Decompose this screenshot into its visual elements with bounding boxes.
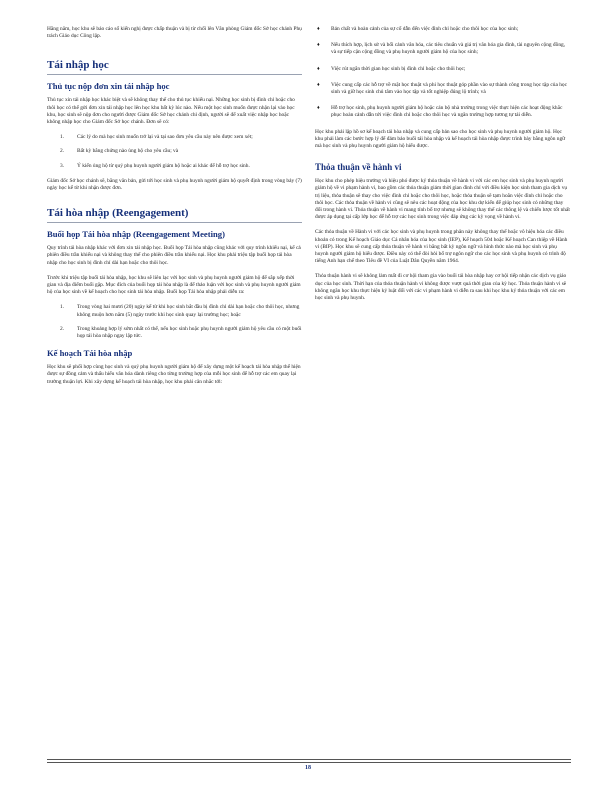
readmission-paragraph: Thủ tục xin tái nhập học khác biệt và sẽ không thay thế cho thủ tục khiếu nại. Những học sinh bị đình chỉ hoặc cho thôi học có thể gửi đơn xin tái nhập học lên học khu bất kỳ lúc nào. Nếu một học sinh muốn được nhận lại vào học khu, học sinh sẽ nộp đơn cho người được Giám đốc Sở học chánh chỉ định, người sẽ để xuất việc nhập học hoặc không nhập học cho Giám đốc Sở học chánh. Đơn sẽ có:: [47, 97, 295, 126]
page-number: 18: [305, 765, 311, 771]
list-item: [315, 66, 571, 73]
footer-divider: [47, 762, 571, 763]
right-column: [315, 26, 571, 310]
list-item: [47, 304, 302, 318]
bullet-icon: ♦: [317, 42, 320, 49]
list-item-text: Các lý do mà học sinh muốn trở lại và tại sao đơn yêu cầu này nên được xem xét;: [77, 134, 253, 141]
list-number: 2.: [60, 148, 65, 155]
list-item: [47, 134, 302, 141]
list-item: [315, 82, 571, 96]
list-item: [315, 26, 571, 33]
readmission-closing: Giám đốc Sở học chánh sẽ, bằng văn bản, gửi tới học sinh và phụ huynh người giám hộ quyết định trong vòng bảy (7) ngày học kể từ khi nhận được đơn.: [47, 177, 302, 192]
list-number: 1.: [60, 304, 65, 311]
list-item: [47, 148, 302, 155]
list-item-text: Nếu thích hợp, lịch sử và bối cảnh văn hóa, các tiêu chuẩn và giá trị văn hóa gia đình, tài nguyên cộng đồng, và sự tiếp cận cộng đồng và phụ huynh người giám hộ của học sinh;: [331, 42, 566, 56]
behavior-paragraph-1: Học khu cho phép hiệu trưởng và hiệu phó được ký thỏa thuận về hành vi với các em học sinh và phụ huynh người giám hộ về vi phạm hành vi, bao gồm các thỏa thuận giảm thời gian đình chỉ với điều kiện học sinh tham gia dịch vụ trị liệu, thỏa thuận sẽ thay cho việc đình chỉ hoặc cho thôi học, hoặc thỏa thuận sẽ tạm hoãn việc đình chỉ hoặc cho thôi học. Các thỏa thuận về hành vi cũng sẽ nêu các hoạt động của học khu dự kiến để giúp học sinh có những thay đổi trong hành vi. Thỏa thuận về hành vi mang tính bổ trợ nhưng sẽ không thay thế các thông lệ và chiến lược tốt nhất được áp dụng tại cấp lớp học để hỗ trợ các học sinh trong việc đáp ứng các kỳ vọng về hành vi.: [315, 178, 570, 221]
list-item: [315, 105, 571, 119]
subheading-reengagement-plan: Kế hoạch Tái hòa nhập: [47, 348, 133, 359]
intro-paragraph: Hằng năm, học khu sẽ báo cáo số kiến nghị được chấp thuận và bị từ chối lên Văn phòng Giám đốc Sở học chánh Phụ trách Giáo dục Công lập.: [47, 26, 302, 40]
plan-documentation-paragraph: Học khu phải lập hồ sơ kế hoạch tái hòa nhập và cung cấp bản sao cho học sinh và phụ huynh người giám hộ. Học khu phải làm các bước hợp lý để đảm bảo buổi tái hòa nhập và kế hoạch tái hòa nhập được trình bày bằng ngôn ngữ mà học sinh và phụ huynh người giám hộ hiểu được.: [315, 128, 566, 150]
bullet-icon: ♦: [317, 26, 320, 32]
meeting-timing-list: [47, 304, 302, 340]
section-heading-readmission: Tái nhập học: [47, 58, 302, 75]
behavior-paragraph-2: Các thỏa thuận về Hành vi với các học sinh và phụ huynh trong phân này không thay thế hoặc vô hiệu hóa các điều khoản có trong Kế hoạch Giáo dục Cá nhân hóa của học sinh (IEP), Kế hoạch 504 hoặc Kế hoạch Can thiệp về Hành vi (BIP). Học khu sẽ cung cấp thỏa thuận về hành vi bằng bất kỳ ngôn ngữ và hình thức nào mà học sinh và phụ huynh người giám hộ hiểu được. Điều này có thể đòi hỏi bổ trợ ngôn ngữ cho các học sinh và phụ huynh có trình độ tiếng Anh hạn chế theo Tiêu đề VI của Luật Dân Quyền năm 1964.: [315, 229, 568, 265]
left-column: [47, 26, 302, 394]
list-item-text: Việc rút ngắn thời gian học sinh bị đình chỉ hoặc cho thôi học;: [331, 65, 466, 72]
list-number: 1.: [60, 134, 65, 141]
section-heading-reengagement: Tái hòa nhập (Reengagement): [47, 206, 302, 223]
list-item-text: Bất kỳ bằng chứng nào ủng hộ cho yêu cầu; và: [77, 148, 179, 155]
plan-considerations-list: [315, 26, 571, 120]
list-item-text: Bản chất và hoàn cảnh của sự cố dẫn đến việc đình chỉ hoặc cho thôi học của học sinh;: [331, 26, 519, 32]
plan-paragraph: Học khu sẽ phối hợp cùng học sinh và quý phụ huynh người giám hộ để xây dựng một kế hoạch tái hòa nhập thể hiện được sự đồng cảm và thấu hiểu văn hóa dành riêng cho từng trường hợp của mỗi học sinh để hỗ trợ các em quay lại trường thuận lợi. Khi xây dựng kế hoạch tái hòa nhập, học khu phải cân nhắc tới:: [47, 364, 301, 385]
list-item-text: Ý kiến ủng hộ từ quý phụ huynh người giám hộ hoặc ai khác để hỗ trợ học sinh.: [77, 162, 250, 169]
subheading-readmission-application: Thủ tục nộp đơn xin tái nhập học: [47, 81, 170, 92]
list-item-text: Trong khoảng hợp lý sớm nhất có thể, nếu học sinh hoặc phụ huynh người giám hộ yêu cầu có một buổi họp tái hòa nhập ngay lập tức.: [77, 325, 302, 340]
subheading-behavior-agreements: Thỏa thuận về hành vi: [315, 162, 402, 173]
meeting-paragraph-1: Quy trình tái hòa nhập khác với đơn xin tái nhập học. Buổi họp Tái hòa nhập cũng khác với quy trình khiếu nại, kể cả phiên điều trần khiếu nại và không thay thế cho phiên điều trần khiếu nại. Học khu phải triệu tập buổi họp tái hòa nhập cho học sinh bị đình chỉ dài hạn hoặc cho thôi học.: [47, 245, 301, 266]
readmission-list: [47, 134, 302, 170]
list-item: [315, 42, 571, 56]
list-item-text: Hỗ trợ học sinh, phụ huynh người giám hộ hoặc cán bộ nhà trường trong việc thực hiện các hoạt động khắc phục hoàn cảnh dẫn tới việc đình chỉ hoặc cho thôi học và ngăn trường hợp tương tự tái diễn.: [331, 105, 563, 119]
list-item: [47, 163, 302, 170]
list-item-text: Việc cung cấp các hỗ trợ về mặt học thuật và phi học thuật góp phần vào sự thành công trong học tập của học sinh và giữ học sinh chủ tâm vào học tập và tốt nghiệp đúng lộ trình; và: [331, 81, 567, 96]
list-number: 2.: [60, 325, 65, 332]
bullet-icon: ♦: [317, 65, 320, 72]
bullet-icon: ♦: [317, 81, 320, 88]
footer-divider: [47, 759, 571, 760]
list-item: [47, 326, 302, 340]
list-number: 3.: [60, 162, 65, 169]
meeting-paragraph-2: Trước khi triệu tập buổi tái hòa nhập, học khu sẽ liên lạc với học sinh và phụ huynh người giám hộ để sắp xếp thời gian và địa điểm buổi gặp. Mục đích của buổi họp tái hòa nhập là để thảo luận với học sinh và phụ huynh người giám hộ của học sinh về kế hoạch cho học sinh tái hòa nhập. Buổi họp Tái hòa nhập phải diễn ra:: [47, 274, 301, 296]
bullet-icon: ♦: [317, 105, 320, 112]
subheading-reengagement-meeting: Buổi họp Tái hòa nhập (Reengagement Meeting): [47, 229, 225, 240]
list-item-text: Trong vòng hai mươi (20) ngày kể từ khi học sinh bắt đầu bị đình chỉ dài hạn hoặc cho thôi học, nhưng không muộn hơn năm (5) ngày trước khi học sinh quay lại trường học; hoặc: [77, 304, 300, 318]
behavior-paragraph-3: Thỏa thuận hành vi sẽ không làm mất đi cơ hội tham gia vào buổi tái hòa nhập hay cơ hội tiếp nhận các dịch vụ giáo dục của học sinh. Thời hạn của thỏa thuận hành vi không được vượt quá thời gian của kỳ học. Thỏa thuận hành vi sẽ không ngăn học khu thực hiện kỷ luật đối với các vi phạm hành vi diễn ra sau khi học khu ký thỏa thuận với các em học sinh và phụ huynh.: [315, 273, 567, 302]
